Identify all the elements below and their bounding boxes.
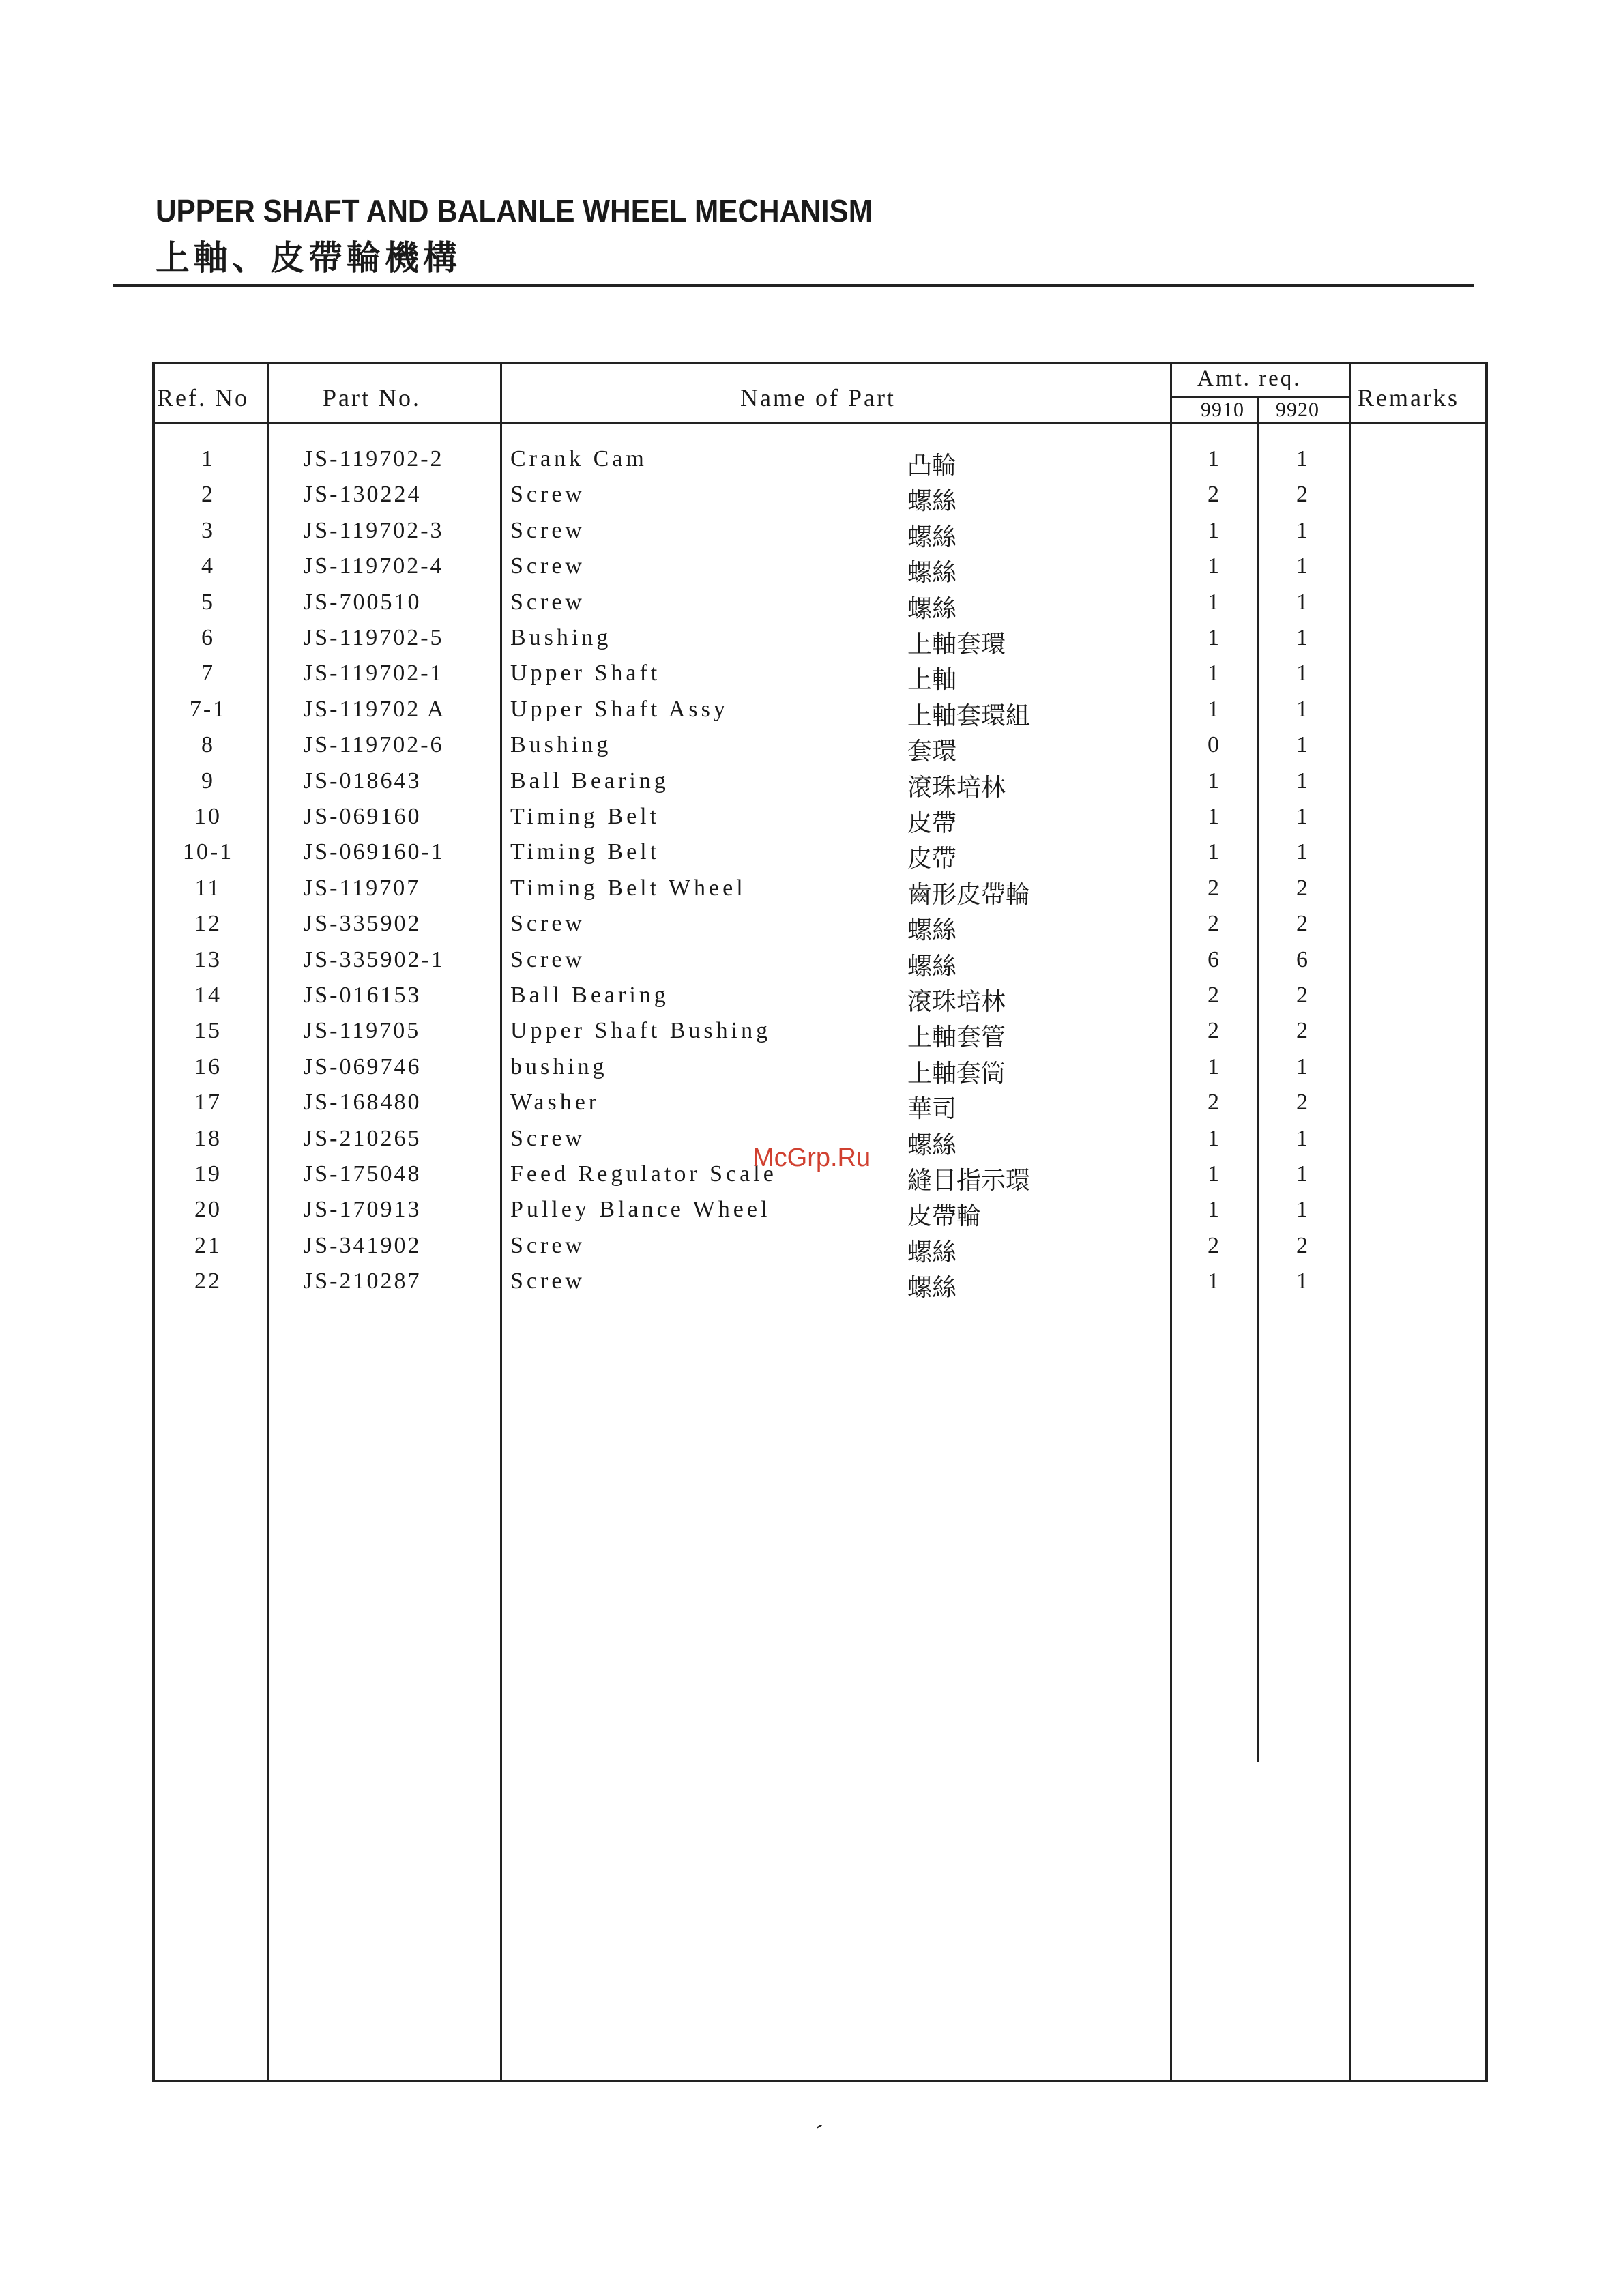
watermark: McGrp.Ru — [752, 1144, 871, 1172]
qty-9910-cell: 2 — [1208, 875, 1221, 901]
part-name-chinese-cell: 螺絲 — [907, 559, 957, 587]
part-number-cell: JS-018643 — [304, 768, 422, 794]
table-row — [0, 446, 1623, 482]
qty-9920-cell: 1 — [1296, 732, 1310, 758]
qty-9920-cell: 1 — [1296, 768, 1310, 794]
ref-cell: 12 — [194, 911, 222, 937]
part-name-cell: Screw — [510, 946, 585, 972]
part-number-cell: JS-119702-4 — [304, 553, 444, 579]
ref-cell: 21 — [194, 1232, 222, 1258]
part-number-cell: JS-175048 — [304, 1161, 422, 1187]
qty-9910-cell: 2 — [1208, 983, 1221, 1008]
part-name-chinese-cell: 縫目指示環 — [907, 1167, 1031, 1195]
qty-9920-cell: 2 — [1296, 1090, 1310, 1116]
ref-cell: 6 — [201, 625, 215, 650]
table-row — [0, 590, 1623, 625]
qty-9910-cell: 1 — [1208, 553, 1221, 579]
page-title: UPPER SHAFT AND BALANLE WHEEL MECHANISM — [156, 193, 873, 229]
part-number-cell: JS-119702-6 — [304, 732, 444, 758]
part-name-chinese-cell: 上軸套管 — [907, 1023, 1006, 1052]
qty-9920-cell: 1 — [1296, 446, 1310, 471]
qty-9920-cell: 1 — [1296, 625, 1310, 650]
table-row — [0, 983, 1623, 1018]
qty-9910-cell: 1 — [1208, 768, 1221, 794]
part-number-cell: JS-016153 — [304, 983, 422, 1008]
qty-9920-cell: 2 — [1296, 911, 1310, 937]
part-number-cell: JS-119702-5 — [304, 625, 444, 650]
ref-cell: 15 — [194, 1018, 222, 1044]
part-name-chinese-cell: 螺絲 — [907, 1274, 957, 1303]
page-title-chinese: 上軸、皮帶輪機構 — [156, 238, 461, 278]
table-row — [0, 839, 1623, 875]
qty-9910-cell: 1 — [1208, 517, 1221, 543]
qty-9910-cell: 1 — [1208, 1053, 1221, 1079]
part-number-cell: JS-119702-3 — [304, 517, 444, 543]
qty-9920-cell: 1 — [1296, 553, 1310, 579]
part-number-cell: JS-170913 — [304, 1197, 422, 1223]
part-name-chinese-cell: 上軸套環組 — [907, 701, 1031, 730]
part-name-chinese-cell: 凸輪 — [907, 452, 957, 480]
header-ref-no: Ref. No — [157, 384, 249, 411]
qty-9920-cell: 2 — [1296, 482, 1310, 508]
table-row — [0, 697, 1623, 732]
part-name-chinese-cell: 齒形皮帶輪 — [907, 880, 1031, 909]
part-number-cell: JS-168480 — [304, 1090, 422, 1116]
part-name-cell: Upper Shaft Bushing — [510, 1018, 772, 1044]
header-amt-9910: 9910 — [1201, 398, 1244, 421]
qty-9910-cell: 0 — [1208, 732, 1221, 758]
part-name-chinese-cell: 螺絲 — [907, 594, 957, 623]
ref-cell: 8 — [201, 732, 215, 758]
qty-9920-cell: 1 — [1296, 589, 1310, 615]
ref-cell: 9 — [201, 768, 215, 794]
ref-cell: 14 — [194, 983, 222, 1008]
part-name-cell: Feed Regulator Scale — [510, 1161, 777, 1187]
ref-cell: 2 — [201, 482, 215, 508]
table-row — [0, 875, 1623, 911]
part-name-cell: Timing Belt Wheel — [510, 875, 746, 901]
part-number-cell: JS-069746 — [304, 1053, 422, 1079]
part-name-chinese-cell: 皮帶輪 — [907, 1202, 982, 1231]
part-name-chinese-cell: 皮帶 — [907, 809, 957, 837]
part-name-cell: Pulley Blance Wheel — [510, 1197, 771, 1223]
qty-9910-cell: 1 — [1208, 696, 1221, 722]
ref-cell: 7-1 — [189, 696, 227, 722]
ref-cell: 11 — [194, 875, 222, 901]
qty-9910-cell: 1 — [1208, 804, 1221, 829]
part-name-chinese-cell: 螺絲 — [907, 1131, 957, 1159]
qty-9910-cell: 6 — [1208, 946, 1221, 972]
part-name-cell: Screw — [510, 1268, 585, 1294]
part-name-chinese-cell: 華司 — [907, 1095, 957, 1124]
header-separator — [152, 422, 1488, 424]
ref-cell: 17 — [194, 1090, 222, 1116]
qty-9920-cell: 2 — [1296, 983, 1310, 1008]
qty-9910-cell: 2 — [1208, 1018, 1221, 1044]
qty-9920-cell: 1 — [1296, 1197, 1310, 1223]
part-number-cell: JS-069160 — [304, 804, 422, 829]
part-name-chinese-cell: 螺絲 — [907, 1238, 957, 1266]
part-name-chinese-cell: 上軸 — [907, 666, 957, 695]
part-name-chinese-cell: 皮帶 — [907, 845, 957, 873]
part-name-cell: Screw — [510, 1232, 585, 1258]
ref-cell: 4 — [201, 553, 215, 579]
qty-9920-cell: 6 — [1296, 946, 1310, 972]
qty-9910-cell: 1 — [1208, 839, 1221, 865]
part-number-cell: JS-119702-1 — [304, 660, 444, 686]
table-row — [0, 911, 1623, 946]
part-name-chinese-cell: 螺絲 — [907, 487, 957, 516]
part-name-chinese-cell: 滾珠培林 — [907, 773, 1006, 802]
ref-cell: 13 — [194, 946, 222, 972]
table-row — [0, 1233, 1623, 1268]
part-name-cell: Screw — [510, 911, 585, 937]
part-name-chinese-cell: 滾珠培林 — [907, 988, 1006, 1016]
qty-9910-cell: 1 — [1208, 625, 1221, 650]
part-name-cell: Ball Bearing — [510, 983, 669, 1008]
qty-9910-cell: 1 — [1208, 446, 1221, 471]
table-row — [0, 1054, 1623, 1090]
qty-9910-cell: 2 — [1208, 482, 1221, 508]
qty-9910-cell: 2 — [1208, 1090, 1221, 1116]
part-name-cell: Upper Shaft Assy — [510, 696, 729, 722]
part-name-cell: bushing — [510, 1053, 608, 1079]
part-number-cell: JS-341902 — [304, 1232, 422, 1258]
table-row — [0, 732, 1623, 768]
ref-cell: 20 — [194, 1197, 222, 1223]
part-name-cell: Screw — [510, 1125, 585, 1151]
qty-9910-cell: 1 — [1208, 1268, 1221, 1294]
part-number-cell: JS-130224 — [304, 482, 422, 508]
part-name-cell: Washer — [510, 1090, 600, 1116]
qty-9910-cell: 1 — [1208, 1125, 1221, 1151]
ref-cell: 5 — [201, 589, 215, 615]
qty-9920-cell: 1 — [1296, 1053, 1310, 1079]
ref-cell: 18 — [194, 1125, 222, 1151]
qty-9920-cell: 1 — [1296, 660, 1310, 686]
qty-9920-cell: 1 — [1296, 1161, 1310, 1187]
ref-cell: 19 — [194, 1161, 222, 1187]
qty-9920-cell: 1 — [1296, 1125, 1310, 1151]
part-name-chinese-cell: 上軸套環 — [907, 630, 1006, 658]
part-number-cell: JS-119707 — [304, 875, 421, 901]
part-number-cell: JS-210265 — [304, 1125, 422, 1151]
ref-cell: 1 — [201, 446, 215, 471]
table-row — [0, 553, 1623, 589]
part-name-cell: Screw — [510, 517, 585, 543]
part-number-cell: JS-335902 — [304, 911, 422, 937]
table-row — [0, 625, 1623, 660]
part-name-cell: Timing Belt — [510, 839, 660, 865]
table-row — [0, 660, 1623, 696]
part-name-chinese-cell: 螺絲 — [907, 952, 957, 980]
table-row — [0, 1268, 1623, 1304]
ref-cell: 10 — [194, 804, 222, 829]
table-row — [0, 482, 1623, 517]
part-name-cell: Bushing — [510, 732, 612, 758]
qty-9910-cell: 1 — [1208, 1161, 1221, 1187]
table-row — [0, 1090, 1623, 1125]
qty-9910-cell: 1 — [1208, 589, 1221, 615]
qty-9920-cell: 1 — [1296, 696, 1310, 722]
ref-cell: 3 — [201, 517, 215, 543]
qty-9910-cell: 1 — [1208, 1197, 1221, 1223]
part-name-cell: Upper Shaft — [510, 660, 661, 686]
part-name-cell: Timing Belt — [510, 804, 660, 829]
qty-9920-cell: 1 — [1296, 517, 1310, 543]
part-number-cell: JS-069160-1 — [304, 839, 445, 865]
qty-9920-cell: 1 — [1296, 1268, 1310, 1294]
ref-cell: 16 — [194, 1053, 222, 1079]
part-name-cell: Screw — [510, 589, 585, 615]
ref-cell: 22 — [194, 1268, 222, 1294]
part-name-chinese-cell: 螺絲 — [907, 916, 957, 945]
part-name-cell: Screw — [510, 553, 585, 579]
qty-9910-cell: 1 — [1208, 660, 1221, 686]
part-name-chinese-cell: 套環 — [907, 738, 957, 766]
qty-9920-cell: 2 — [1296, 875, 1310, 901]
footer-mark: ‐ — [810, 2113, 828, 2137]
part-name-chinese-cell: 螺絲 — [907, 523, 957, 551]
part-number-cell: JS-335902-1 — [304, 946, 445, 972]
table-row — [0, 518, 1623, 553]
part-name-cell: Screw — [510, 482, 585, 508]
ref-cell: 10-1 — [182, 839, 234, 865]
part-number-cell: JS-210287 — [304, 1268, 422, 1294]
qty-9920-cell: 2 — [1296, 1018, 1310, 1044]
qty-9920-cell: 1 — [1296, 804, 1310, 829]
part-number-cell: JS-119702-2 — [304, 446, 444, 471]
part-name-cell: Crank Cam — [510, 446, 647, 471]
title-divider — [113, 284, 1474, 287]
qty-9920-cell: 2 — [1296, 1232, 1310, 1258]
part-number-cell: JS-700510 — [304, 589, 422, 615]
part-number-cell: JS-119702 A — [304, 696, 446, 722]
ref-cell: 7 — [201, 660, 215, 686]
table-row — [0, 1018, 1623, 1053]
table-row — [0, 768, 1623, 804]
part-name-cell: Ball Bearing — [510, 768, 669, 794]
qty-9910-cell: 2 — [1208, 911, 1221, 937]
header-remarks: Remarks — [1358, 384, 1459, 411]
header-amt-9920: 9920 — [1276, 398, 1319, 421]
header-name-of-part: Name of Part — [740, 384, 896, 411]
header-part-no: Part No. — [323, 384, 421, 411]
part-number-cell: JS-119705 — [304, 1018, 421, 1044]
header-subseparator — [1170, 396, 1349, 398]
table-row — [0, 947, 1623, 983]
qty-9920-cell: 1 — [1296, 839, 1310, 865]
table-row — [0, 804, 1623, 839]
part-name-chinese-cell: 上軸套筒 — [907, 1059, 1006, 1088]
part-name-cell: Bushing — [510, 625, 612, 650]
table-row — [0, 1197, 1623, 1232]
qty-9910-cell: 2 — [1208, 1232, 1221, 1258]
header-amt-req: Amt. req. — [1197, 366, 1302, 391]
